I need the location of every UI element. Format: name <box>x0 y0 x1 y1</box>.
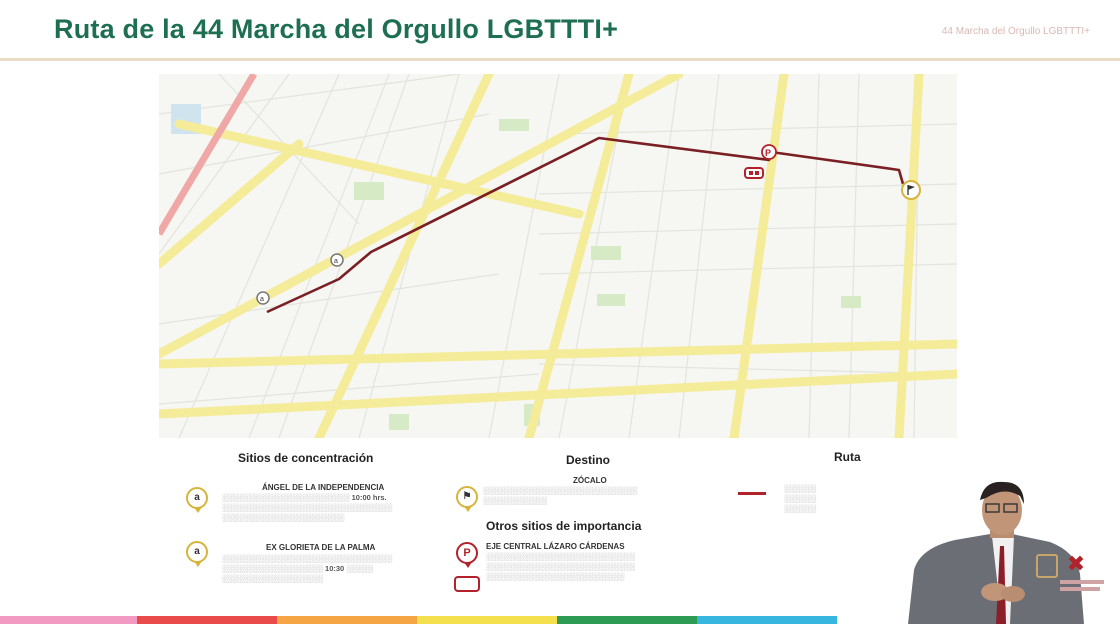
route-legend-line <box>738 492 766 495</box>
color-bar-4 <box>417 616 557 624</box>
svg-text:P: P <box>765 148 772 158</box>
header <box>0 0 1120 60</box>
sign-language-interpreter <box>900 470 1120 624</box>
other-site-name: EJE CENTRAL LÁZARO CÁRDENAS <box>486 542 625 551</box>
palma-legend-icon: a <box>186 541 208 563</box>
site1-desc: ░░░░░░░░░░░░░░░░░░░░░░░░ 10:00 hrs. ░░░░░░░░░░░░░░░░░░░░░░░░░░░░░░░░ ░░░░░░░░░░░░░░░░░░░░░░░ <box>222 493 393 522</box>
destination-name: ZÓCALO <box>573 476 607 485</box>
cdmx-logo <box>1034 552 1104 596</box>
major-avenues <box>159 74 957 438</box>
svg-text:a: a <box>260 296 264 303</box>
legend-heading-route: Ruta <box>834 450 861 464</box>
route-desc: ░░░░░░ ░░░░░░ ░░░░░░ <box>784 484 816 513</box>
route-map[interactable] <box>159 74 957 438</box>
map-svg <box>159 74 957 438</box>
header-divider <box>0 58 1120 61</box>
government-label <box>1060 580 1104 584</box>
zocalo-flag-icon[interactable] <box>902 181 920 199</box>
site2-desc: ░░░░░░░░░░░░░░░░░░░░░░░░░░░░░░░░ ░░░░░░░░░░░░░░░░░░░ 10:30 ░░░░░ ░░░░░░░░░░░░░░░░░░░ <box>222 554 393 583</box>
color-bar-5 <box>557 616 697 624</box>
svg-text:a: a <box>334 258 338 265</box>
cdmx-emblem-icon: ✖ <box>1066 551 1086 576</box>
highway <box>159 74 254 234</box>
car-icon[interactable] <box>745 168 763 178</box>
other-site-desc: ░░░░░░░░░░░░░░░░░░░░░░░░░░░░ ░░░░░░░░░░░░░░░░░░░░░░░░░░░░ ░░░░░░░░░░░░░░░░░░░░░░░░░░ <box>486 552 635 581</box>
site1-time: 10:00 hrs. <box>351 493 387 502</box>
corner-title: 44 Marcha del Orgullo LGBTTTI+ <box>941 26 1090 37</box>
legend-heading-concentration: Sitios de concentración <box>238 451 374 465</box>
interpreter-figure <box>900 470 1120 624</box>
site1-name: ÁNGEL DE LA INDEPENDENCIA <box>262 483 385 492</box>
color-bar-3 <box>277 616 417 624</box>
coat-of-arms-icon <box>1036 554 1058 578</box>
legend-heading-destination: Destino <box>566 453 611 467</box>
legend <box>0 440 900 620</box>
color-bar-6 <box>697 616 837 624</box>
legend-heading-other: Otros sitios de importancia <box>486 519 642 533</box>
color-bar-1 <box>0 616 137 624</box>
destination-legend-icon: ⚑ <box>456 486 478 508</box>
site2-time: 10:30 <box>325 564 345 573</box>
parking-legend-icon: P <box>456 542 478 564</box>
page-title: Ruta de la 44 Marcha del Orgullo LGBTTTI+ <box>54 14 619 44</box>
destination-desc: ░░░░░░░░░░░░░░░░░░░░░░░░░░░░░ ░░░░░░░░░░░░ <box>483 486 638 505</box>
palma-marker-icon[interactable] <box>331 254 343 266</box>
parking-marker-icon[interactable] <box>762 145 776 159</box>
government-label-2 <box>1060 587 1100 591</box>
site2-name: EX GLORIETA DE LA PALMA <box>266 543 376 552</box>
angel-legend-icon: a <box>186 487 208 509</box>
color-bar-2 <box>137 616 277 624</box>
car-legend-icon <box>454 576 480 592</box>
angel-marker-icon[interactable] <box>257 292 269 304</box>
